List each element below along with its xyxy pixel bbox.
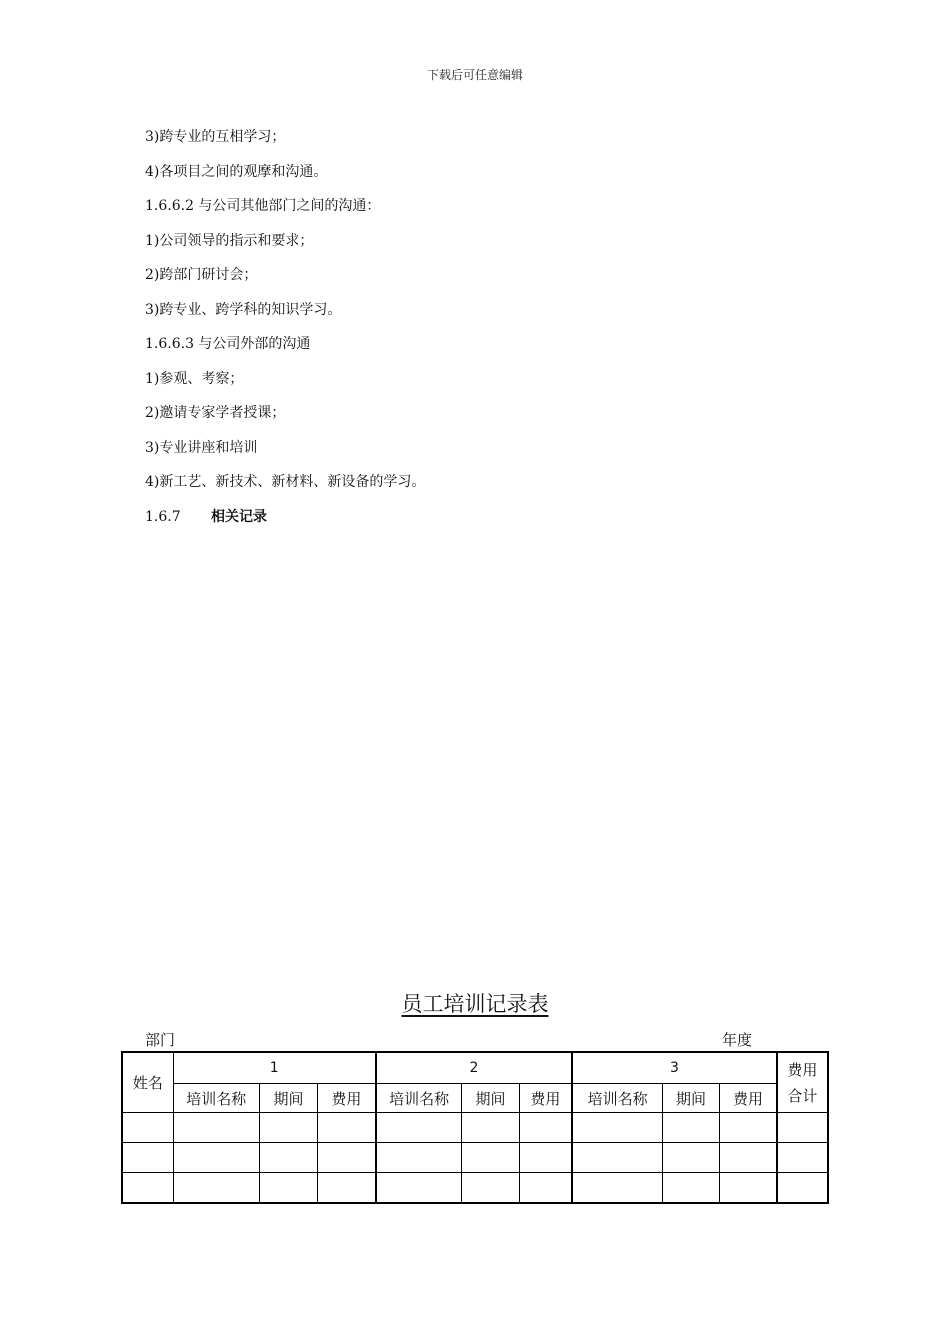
list-item: 4)各项目之间的观摩和沟通。: [145, 163, 328, 180]
total-fee-label-1: 费用: [787, 1060, 818, 1079]
body-text: [145, 126, 845, 540]
table-cell: [519, 1143, 572, 1173]
year-label: 年度: [722, 1031, 753, 1049]
table-cell: [662, 1113, 719, 1143]
table-cell: [259, 1113, 317, 1143]
table-cell: [318, 1113, 376, 1143]
table-cell: [318, 1173, 376, 1204]
table-cell: [376, 1173, 462, 1204]
table-cell: [173, 1143, 259, 1173]
table-cell: [720, 1173, 777, 1204]
list-item: 1)公司领导的指示和要求；: [145, 232, 314, 249]
list-item: 3)专业讲座和培训: [145, 439, 258, 456]
table-cell: [462, 1143, 519, 1173]
table-cell: [572, 1113, 662, 1143]
table-cell: [720, 1143, 777, 1173]
total-fee-label-2: 合计: [787, 1086, 818, 1105]
group-header-3: 3: [572, 1052, 777, 1084]
table-row: [122, 1113, 828, 1143]
table-cell: [122, 1173, 173, 1204]
header-note: 下载后可任意编辑: [426, 68, 523, 82]
table-cell: [259, 1173, 317, 1204]
table-row: [122, 1173, 828, 1204]
table-cell: [173, 1173, 259, 1204]
dept-label: 部门: [145, 1031, 176, 1049]
group-header-2: 2: [376, 1052, 573, 1084]
table-cell: [376, 1113, 462, 1143]
table-cell: [376, 1143, 462, 1173]
subsection-heading: 1.6.6.2 与公司其他部门之间的沟通：: [145, 198, 381, 214]
table-cell: [572, 1173, 662, 1204]
form-title: 员工培训记录表: [401, 992, 549, 1016]
period-header: 期间: [259, 1084, 317, 1113]
table-cell: [318, 1143, 376, 1173]
table-row: [122, 1143, 828, 1173]
table-cell: [777, 1113, 828, 1143]
table-cell: [720, 1113, 777, 1143]
training-name-header: 培训名称: [376, 1084, 462, 1113]
table-cell: [462, 1113, 519, 1143]
table-cell: [662, 1143, 719, 1173]
total-fee-header: [777, 1052, 828, 1113]
subsection-heading: 1.6.6.3 与公司外部的沟通: [145, 336, 311, 352]
section-number: 1.6.7: [145, 508, 181, 525]
table-cell: [173, 1113, 259, 1143]
training-record-table: [121, 1051, 829, 1204]
table-cell: [777, 1173, 828, 1204]
training-name-header: 培训名称: [173, 1084, 259, 1113]
table-cell: [662, 1173, 719, 1204]
period-header: 期间: [662, 1084, 719, 1113]
list-item: 2)邀请专家学者授课；: [145, 405, 286, 421]
table-cell: [572, 1143, 662, 1173]
table-cell: [462, 1173, 519, 1204]
fee-header: 费用: [519, 1084, 572, 1113]
table-cell: [122, 1113, 173, 1143]
group-header-1: 1: [173, 1052, 376, 1084]
training-name-header: 培训名称: [572, 1084, 662, 1113]
list-item: 1)参观、考察；: [145, 370, 244, 387]
list-item: 3)跨专业的互相学习；: [145, 129, 286, 145]
name-header: 姓名: [122, 1052, 173, 1113]
list-item: 3)跨专业、跨学科的知识学习。: [145, 301, 342, 318]
list-item: 4)新工艺、新技术、新材料、新设备的学习。: [145, 474, 426, 490]
list-item: 2)跨部门研讨会；: [145, 267, 258, 283]
table-cell: [519, 1173, 572, 1204]
table-cell: [777, 1143, 828, 1173]
section-title: 相关记录: [211, 508, 267, 525]
fee-header: 费用: [318, 1084, 376, 1113]
table-cell: [259, 1143, 317, 1173]
section-heading: [145, 506, 845, 541]
period-header: 期间: [462, 1084, 519, 1113]
fee-header: 费用: [720, 1084, 777, 1113]
table-cell: [122, 1143, 173, 1173]
table-cell: [519, 1113, 572, 1143]
